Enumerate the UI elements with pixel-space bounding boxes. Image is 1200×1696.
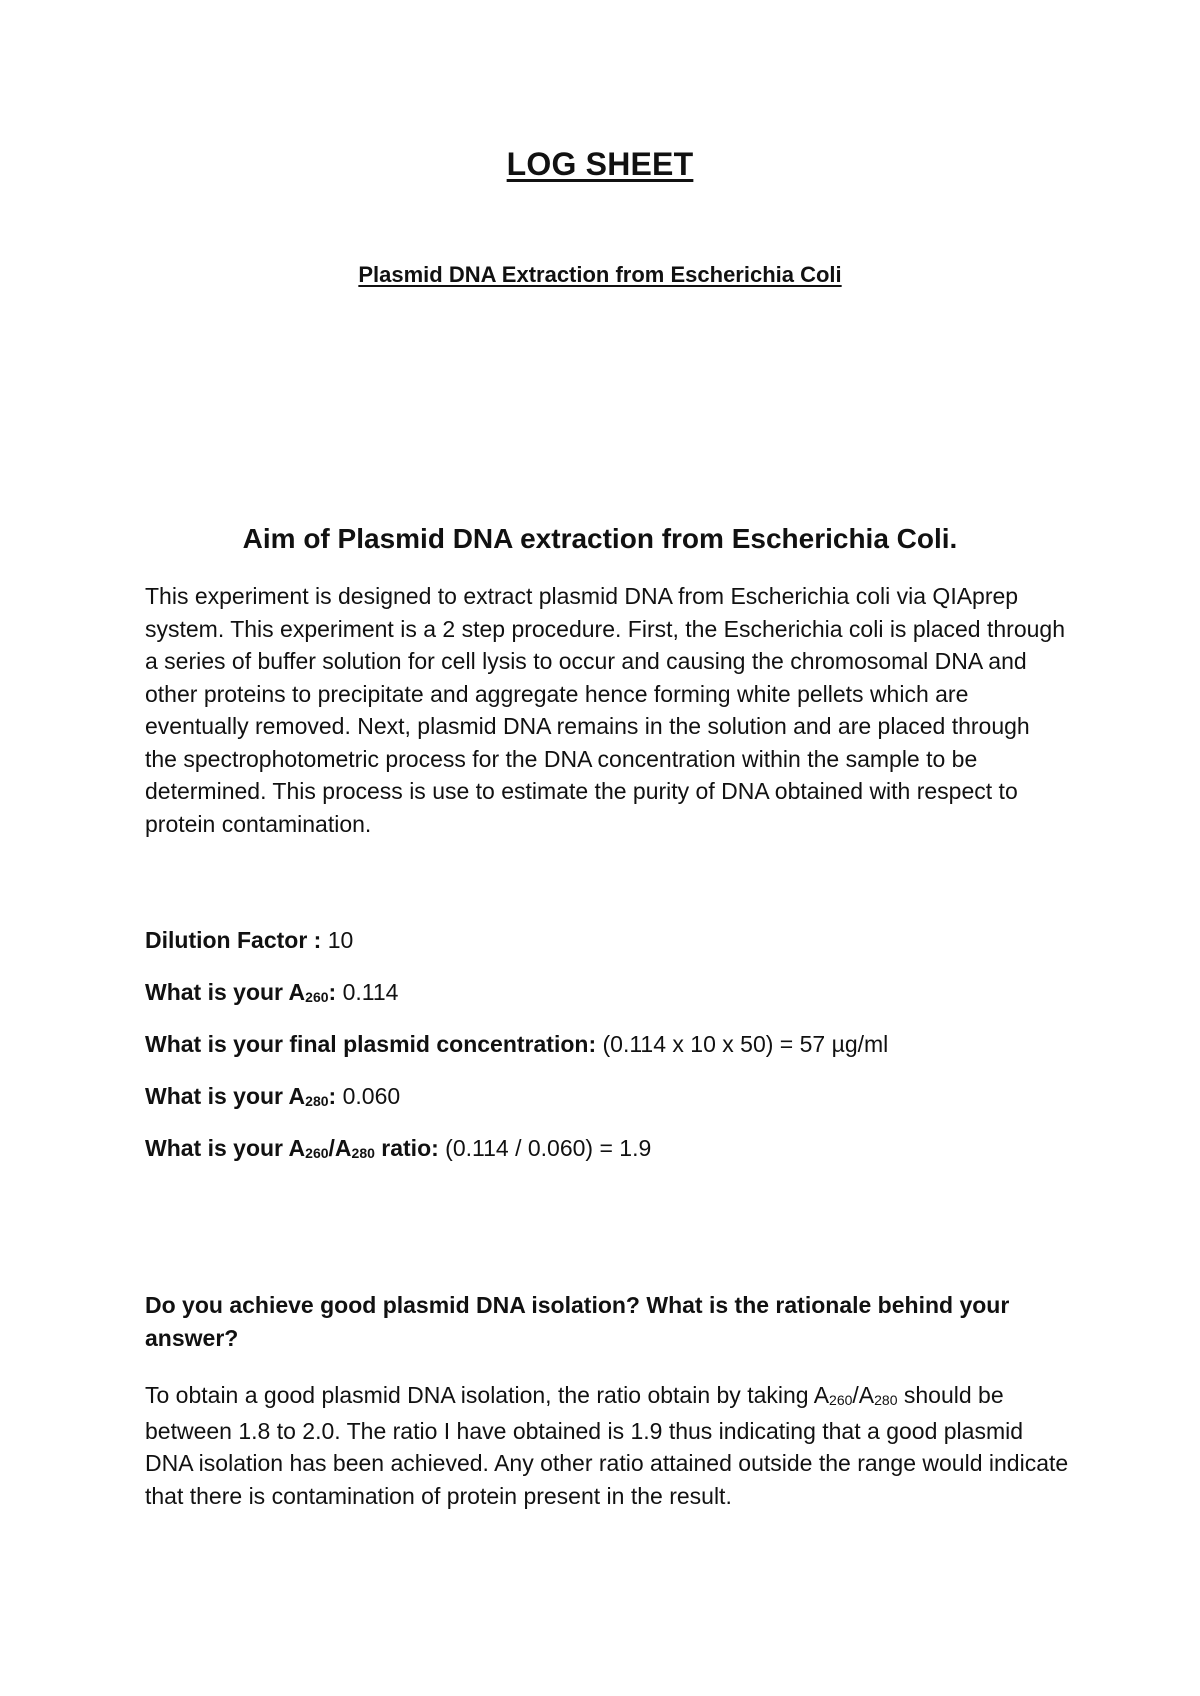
a260-line: [145, 977, 1065, 1010]
isolation-answer: To obtain a good plasmid DNA isolation, the ratio obtain by taking $A_{260}/A_{280}$ should be between 1.8 to 2.0. The ratio I have obtained is 1.9 thus indicating that a good plasmid DNA isolation has been achieved. Any other ratio attained outside the range would indicate that there is contamination of protein present in the result.: [145, 1382, 1069, 1509]
ratio-value: (0.114 / 0.060) = 1.9: [438, 1135, 652, 1161]
a280-line: [145, 1081, 1065, 1114]
concentration-value: (0.114 x 10 x 50) = 57 µg/ml: [596, 1031, 889, 1057]
isolation-question: Do you achieve good plasmid DNA isolation? What is the rationale behind your answer?: [145, 1292, 1010, 1351]
a260-value: 0.114: [336, 979, 399, 1005]
ratio-label: What is your $A_{260}/A_{280}$ ratio:: [145, 1135, 439, 1161]
a260-label: What is your $A_{260}$:: [145, 979, 337, 1005]
page-subtitle: Plasmid DNA Extraction from Escherichia Coli: [358, 262, 842, 287]
dilution-factor-value: 10: [327, 927, 354, 953]
concentration-line: [145, 1029, 1065, 1059]
a280-value: 0.060: [336, 1083, 401, 1109]
ratio-line: [145, 1133, 1065, 1166]
aim-paragraph: This experiment is designed to extract plasmid DNA from Escherichia coli via QIAprep system. This experiment is a 2 step procedure. First, the Escherichia coli is placed through a series of buffer solution for cell lysis to occur and causing the chromosomal DNA and other proteins to precipitate and aggregate hence forming white pellets which are eventually removed. Next, plasmid DNA remains in the solution and are placed through the spectrophotometric process for the DNA concentration within the sample to be determined. This process is use to estimate the purity of DNA obtained with respect to protein contamination.: [145, 583, 1065, 837]
dilution-factor-label: Dilution Factor :: [145, 927, 328, 953]
a280-label: What is your $A_{280}$:: [145, 1083, 337, 1109]
aim-heading: Aim of Plasmid DNA extraction from Escherichia Coli.: [242, 523, 958, 554]
concentration-label: What is your final plasmid concentration:: [145, 1031, 597, 1057]
dilution-factor-line: [145, 925, 1065, 955]
page-title: LOG SHEET: [506, 146, 694, 182]
